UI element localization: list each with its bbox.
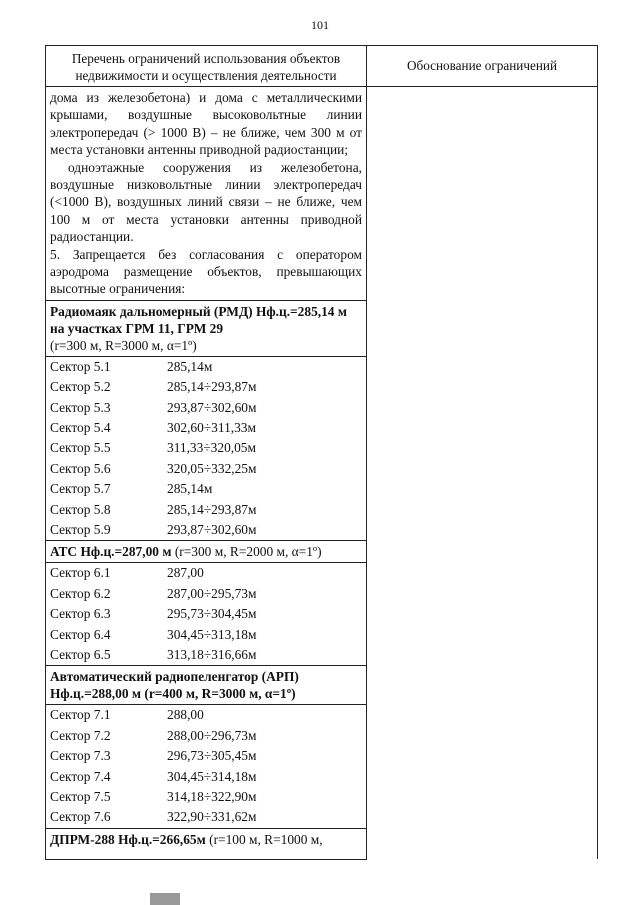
intro-paragraph-3: 5. Запрещается без согласования с оператором аэродрома размещение объектов, превышающих высотные ограничения: [50,246,362,297]
sector-height: 304,45÷313,18м [167,626,257,642]
group-title-params: (r=300 м, R=2000 м, α=1º) [171,544,322,560]
sector-name: Сектор 7.3 [50,748,111,764]
group-header-ats [46,541,367,563]
restrictions-table [45,45,598,860]
sector-height: 287,00 [167,565,204,581]
sector-row [50,807,362,827]
group-title-params: (r=100 м, R=1000 м, [205,831,323,847]
sector-row [50,438,362,458]
sector-height: 285,14÷293,87м [167,501,257,517]
sector-row [50,625,362,645]
sector-list-arp [46,705,367,828]
sector-row [50,479,362,499]
group-title-bold: ДПРМ-288 Нф.ц.=266,65м [50,831,206,847]
sector-height: 311,33÷320,05м [167,440,256,456]
sector-row [50,398,362,418]
sector-height: 285,14м [167,358,213,374]
sector-name: Сектор 5.7 [50,481,111,497]
sector-row [50,726,362,746]
sector-name: Сектор 5.1 [50,358,111,374]
sector-name: Сектор 7.4 [50,768,111,784]
sector-row [50,418,362,438]
scan-artifact [150,893,180,905]
group-title-bold: Радиомаяк дальномерный (РМД) Нф.ц.=285,14 м на участках ГРМ 11, ГРМ 29 [50,303,347,336]
sector-height: 295,73÷304,45м [167,606,257,622]
sector-name: Сектор 5.9 [50,522,111,537]
sector-height: 302,60÷311,33м [167,420,256,436]
sector-height: 304,45÷314,18м [167,768,257,784]
intro-paragraph-1: дома из железобетона) и дома с металлическими крышами, воздушные высоковольтные линии электропередач (> 1000 В) – не ближе, чем 300 м от места установки антенны приводной радиостанции; [50,90,362,158]
sector-height: 322,90÷331,62м [167,809,257,825]
sector-name: Сектор 6.4 [50,626,111,642]
header-restrictions-list: Перечень ограничений использования объектов недвижимости и осуществления деятельности [46,46,367,87]
sector-row [50,520,362,540]
sector-height: 293,87÷302,60м [167,399,257,415]
table-header-row [46,46,598,87]
sector-height: 320,05÷332,25м [167,460,257,476]
justification-cell [367,87,598,860]
sector-height: 313,18÷316,66м [167,646,257,662]
group-title-params: (r=300 м, R=3000 м, α=1º) [50,337,197,353]
sector-height: 288,00 [167,707,204,723]
sector-height: 314,18÷322,90м [167,788,257,804]
sector-height: 296,73÷305,45м [167,748,257,764]
sector-name: Сектор 6.1 [50,565,111,581]
sector-row [50,787,362,807]
page-number: 101 [311,18,329,32]
sector-row [50,767,362,787]
sector-name: Сектор 5.5 [50,440,111,456]
intro-paragraph-2: одноэтажные сооружения из железобетона, воздушные низковольтные линии электропередач (<1000 В), воздушных линий связи – не ближе, чем 100 м от места установки антенны приводной радиостанции. [50,159,362,245]
sector-row [50,500,362,520]
sector-row [50,705,362,725]
header-justification: Обоснование ограничений [367,46,598,87]
intro-row [46,87,598,301]
sector-row [50,459,362,479]
intro-cell [46,87,367,301]
group-header-arp: Автоматический радиопеленгатор (АРП) Нф.ц.=288,00 м (r=400 м, R=3000 м, α=1º) [46,666,367,705]
sector-height: 287,00÷295,73м [167,585,257,601]
sector-height: 285,14м [167,481,213,497]
sector-row [50,746,362,766]
group-header-dprm [46,828,367,859]
sector-name: Сектор 6.2 [50,585,111,601]
sector-name: Сектор 7.6 [50,809,111,825]
sector-name: Сектор 5.4 [50,420,111,436]
sector-name: Сектор 6.3 [50,606,111,622]
sector-name: Сектор 5.3 [50,399,111,415]
sector-row [50,357,362,377]
sector-height: 285,14÷293,87м [167,379,257,395]
sector-name: Сектор 5.8 [50,501,111,517]
group-title-bold: АТС Нф.ц.=287,00 м [50,544,172,560]
sector-name: Сектор 5.6 [50,460,111,476]
sector-name: Сектор 6.5 [50,646,111,662]
sector-row [50,604,362,624]
sector-row [50,563,362,583]
sector-list-ats [46,563,367,666]
sector-name: Сектор 5.2 [50,379,111,395]
sector-row [50,377,362,397]
sector-name: Сектор 7.5 [50,788,111,804]
sector-row [50,645,362,665]
sector-height: 288,00÷296,73м [167,727,257,743]
sector-height: 293,87÷302,60м [167,522,257,537]
sector-name: Сектор 7.1 [50,707,111,723]
sector-name: Сектор 7.2 [50,727,111,743]
sector-list-rmd [46,356,367,541]
group-header-rmd [46,300,367,356]
sector-row [50,584,362,604]
